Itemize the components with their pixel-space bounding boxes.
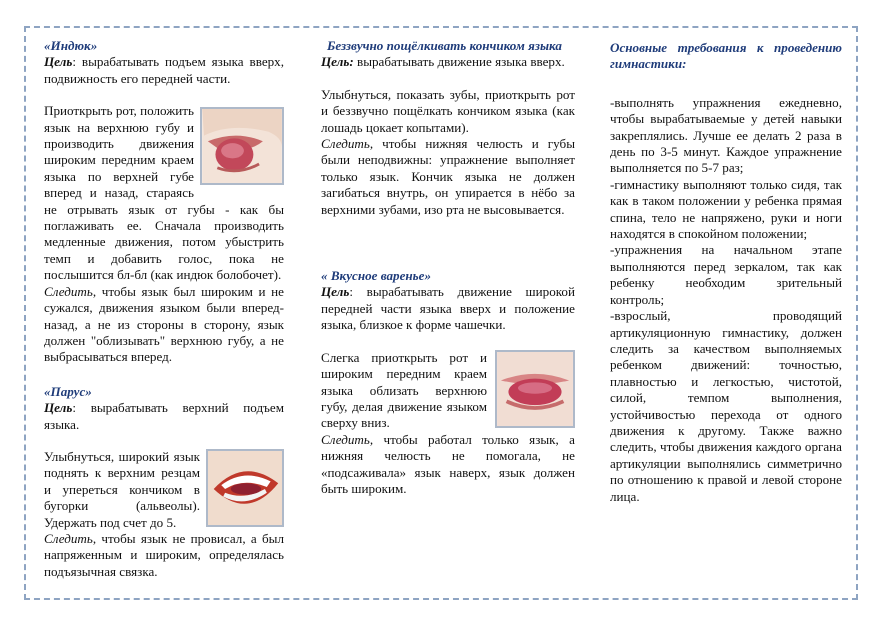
exercise-title-indyuk: «Индюк»: [44, 38, 98, 53]
column-middle: [321, 38, 575, 497]
photo-tongue-on-lip: [200, 107, 284, 185]
photo-sail-tongue: [206, 449, 284, 527]
requirement-item: -взрослый, проводящий артикуляционную гимнастику, должен следить за качеством выполняемых ребенком движений: точностью, плавностью и легкостью, чистотой, силой, темпом выполнения, устойчивостью перехода от одного движения к другому. Также важно следить, чтобы движения каждого органа артикуляции выполнялись симметрично по отношению к правой и левой стороне лица.: [610, 308, 842, 504]
column-right: [610, 40, 842, 505]
desc-parus: Улыбнуться, широкий язык поднять к верхним резцам и упереться кончиком в бугорки (альвеолы). Удержать под счет до 5.: [44, 448, 200, 530]
goal-label: Цель: [44, 400, 73, 416]
requirement-item: -упражнения на начальном этапе выполняются перед зеркалом, так как ребенку необходим зрительный контроль;: [610, 242, 842, 307]
exercise-title-parus: «Парус»: [44, 383, 92, 399]
requirement-item: -выполнять упражнения ежедневно, чтобы вырабатываемые у детей навыки закреплялись. Лучше ее делать 2 раза в день по 3-5 минут. Каждое упражнение выполняется по 5-7 раз;: [610, 94, 842, 176]
photo-lick-lip: [495, 350, 575, 428]
desc-indyuk: Приоткрыть рот, положить язык на верхнюю губу и производить движения широким передним краем языка по верхней губе вперед и назад, стараясь не отрывать язык от губы - как бы поглаживать ее. Сначала производить медленные движения, потом убыстрить темп и добавить голос, пока не послышится бл-бл (как индюк болобочет).: [44, 103, 284, 283]
watch-text: чтобы работал только язык, а нижняя челюсть не помогала, не «подсаживала» язык наверх, язык должен быть широким.: [321, 431, 575, 496]
sail-tongue-illustration: [208, 451, 282, 525]
watch-label: Следить,: [321, 136, 374, 152]
watch-label: Следить: [44, 283, 93, 299]
watch-indyuk: [44, 284, 284, 366]
watch-text: , чтобы язык был широким и не сужался, движения языком были вперед-назад, а не из стороны в сторону, язык должен "облизывать" верхнюю губу, а не выбрасываться вперед.: [44, 283, 284, 365]
goal-indyuk: [44, 54, 284, 87]
watch-click: [321, 136, 575, 218]
exercise-title-click: Беззвучно пощёлкивать кончиком языка: [327, 38, 562, 53]
requirements-title: Основные требования к проведению гимнастики:: [610, 40, 842, 72]
requirement-item: -гимнастику выполняют только сидя, так как в таком положении у ребенка прямая спина, тело не напряжено, руки и ноги находятся в спокойном положении;: [610, 176, 842, 242]
watch-parus: [44, 531, 284, 580]
goal-label: Цель: [321, 284, 350, 300]
goal-label: Цель:: [321, 54, 354, 70]
desc-click: Улыбнуться, показать зубы, приоткрыть рот и беззвучно пощёлкать кончиком языка (как лошадь цокает копытами).: [321, 86, 575, 135]
goal-text: вырабатывать движение языка вверх.: [353, 54, 565, 70]
goal-text: : вырабатывать подъем языка вверх, подвижность его передней части.: [44, 54, 284, 86]
tongue-lip-illustration: [202, 109, 282, 183]
watch-jam: [321, 432, 575, 498]
watch-label: Следить: [44, 530, 93, 546]
watch-text: чтобы нижняя челюсть и губы были неподвижны: упражнение выполняет только язык. Кончик языка не должен загибаться внутрь, он упирается в нёбо за верхними зубами, изо рта не высовывается.: [321, 136, 575, 217]
goal-text: : вырабатывать движение широкой передней части языка вверх и положение языка, близкое к форме чашечки.: [321, 284, 575, 333]
watch-text: , чтобы язык не провисал, а был напряженным и широким, определялась подъязычная связка.: [44, 530, 284, 579]
goal-label: Цель: [44, 54, 73, 70]
goal-parus: [44, 400, 284, 433]
exercise-title-jam: « Вкусное варенье»: [321, 268, 431, 284]
column-left: [44, 38, 284, 580]
goal-click: [321, 54, 575, 70]
goal-jam: [321, 284, 575, 333]
desc-jam: Слегка приоткрыть рот и широким передним краем языка облизать верхнюю губу, делая движение языком сверху вниз.: [321, 349, 487, 431]
watch-label: Следить,: [321, 431, 374, 447]
lick-lip-illustration: [497, 352, 573, 426]
goal-text: : вырабатывать верхний подъем языка.: [44, 400, 284, 432]
